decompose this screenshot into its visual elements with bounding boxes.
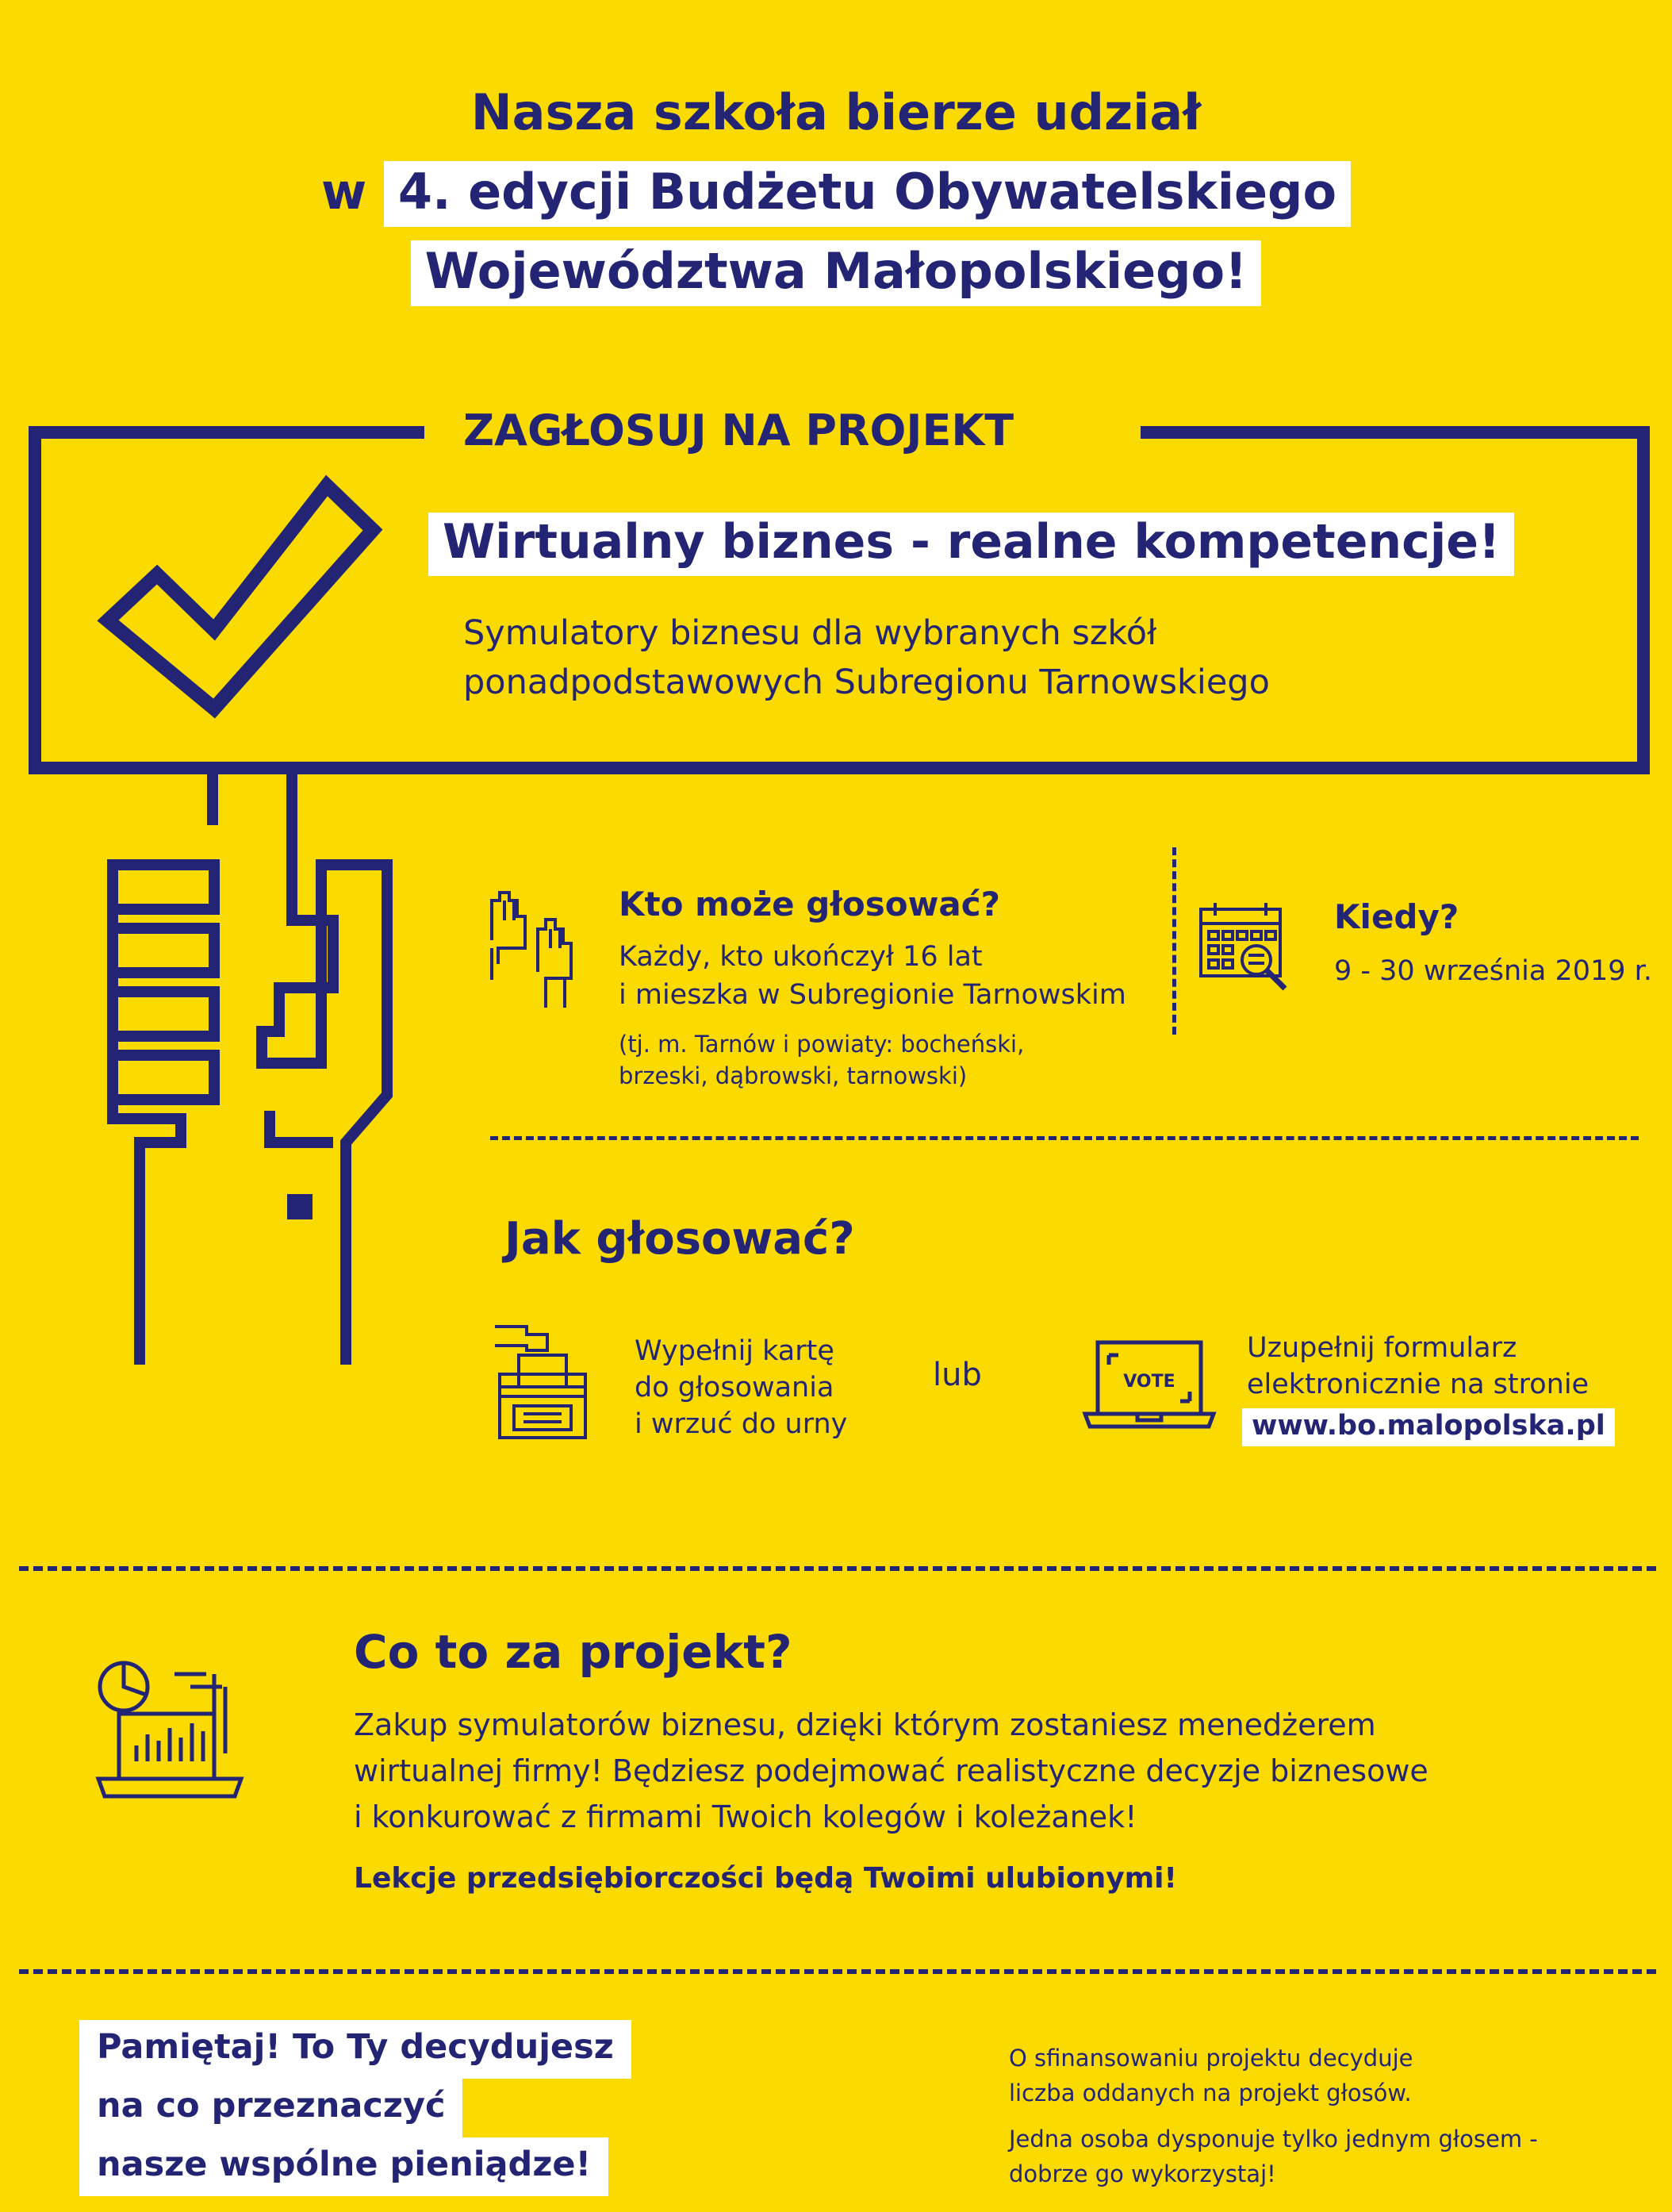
when-heading: Kiedy? bbox=[1334, 897, 1459, 936]
divider-1 bbox=[490, 1136, 1639, 1140]
project-heading: Co to za projekt? bbox=[354, 1625, 792, 1679]
when-dates: 9 - 30 września 2019 r. bbox=[1334, 955, 1652, 987]
info-line-2: liczba oddanych na projekt głosów. bbox=[1009, 2080, 1412, 2106]
header-line-1: Nasza szkoła bierze udział bbox=[470, 83, 1202, 141]
header-line-2-highlight: 4. edycji Budżetu Obywatelskiego bbox=[384, 161, 1351, 227]
divider-3 bbox=[19, 1969, 1656, 1974]
project-title-box bbox=[428, 508, 1514, 576]
project-line-2: wirtualnej firmy! Będziesz podejmować realistyczne decyzje biznesowe bbox=[354, 1753, 1428, 1788]
laptop-chart-icon bbox=[95, 1658, 246, 1809]
who-line-2: i mieszka w Subregionie Tarnowskim bbox=[619, 979, 1126, 1011]
hand-square-detail bbox=[287, 1194, 313, 1219]
how-option-1-line-1: Wypełnij kartę bbox=[635, 1335, 834, 1367]
remember-line-1: Pamiętaj! To Ty decydujesz bbox=[79, 2020, 631, 2079]
vote-box-label: ZAGŁOSUJ NA PROJEKT bbox=[463, 405, 1014, 455]
divider-2 bbox=[19, 1566, 1656, 1571]
calendar-search-icon bbox=[1198, 900, 1293, 995]
ballot-box-icon bbox=[492, 1323, 599, 1442]
remember-line-3: nasze wspólne pieniądze! bbox=[79, 2137, 608, 2196]
who-heading: Kto może głosować? bbox=[619, 885, 1001, 924]
how-option-1-line-3: i wrzuć do urny bbox=[635, 1408, 848, 1440]
info-line-4: dobrze go wykorzystaj! bbox=[1009, 2160, 1276, 2187]
vote-url-link[interactable]: www.bo.malopolska.pl bbox=[1242, 1408, 1615, 1446]
laptop-vote-icon bbox=[1082, 1338, 1217, 1433]
project-title: Wirtualny biznes - realne kompetencje! bbox=[428, 513, 1514, 576]
vertical-divider bbox=[1172, 847, 1176, 1035]
how-heading: Jak głosować? bbox=[504, 1213, 855, 1265]
who-line-1: Każdy, kto ukończył 16 lat bbox=[619, 941, 983, 973]
vote-url-box bbox=[1242, 1404, 1615, 1447]
remember-box bbox=[79, 2020, 631, 2196]
who-note-1: (tj. m. Tarnów i powiaty: bocheński, bbox=[619, 1031, 1025, 1058]
how-option-1-line-2: do głosowania bbox=[635, 1372, 834, 1404]
raised-hands-icon bbox=[485, 885, 589, 1012]
vote-frame-border bbox=[35, 432, 1643, 768]
remember-line-2: na co przeznaczyć bbox=[79, 2079, 462, 2137]
hand-with-ballot-illustration bbox=[113, 768, 387, 1365]
project-line-1: Zakup symulatorów biznesu, dzięki którym zostaniesz menedżerem bbox=[354, 1707, 1376, 1742]
info-line-1: O sfinansowaniu projektu decyduje bbox=[1009, 2045, 1413, 2072]
info-line-3: Jedna osoba dysponuje tylko jednym głosem - bbox=[1009, 2126, 1538, 2152]
how-option-2-line-1: Uzupełnij formularz bbox=[1247, 1332, 1517, 1364]
project-subtitle-line-1: Symulatory biznesu dla wybranych szkół bbox=[463, 613, 1157, 653]
project-subtitle-line-2: ponadpodstawowych Subregionu Tarnowskiego bbox=[463, 662, 1270, 702]
who-note-2: brzeski, dąbrowski, tarnowski) bbox=[619, 1062, 968, 1089]
header-line-3-highlight: Województwa Małopolskiego! bbox=[411, 240, 1262, 306]
checkmark-icon bbox=[108, 486, 373, 709]
how-option-2-line-2: elektronicznie na stronie bbox=[1247, 1369, 1590, 1400]
project-line-3: i konkurować z firmami Twoich kolegów i koleżanek! bbox=[354, 1799, 1137, 1834]
laptop-screen-text: VOTE bbox=[1123, 1372, 1175, 1392]
how-or: lub bbox=[933, 1357, 982, 1393]
project-emphasis: Lekcje przedsiębiorczości będą Twoimi ulubionymi! bbox=[354, 1862, 1177, 1895]
header-line-2-prefix: w bbox=[320, 163, 367, 221]
